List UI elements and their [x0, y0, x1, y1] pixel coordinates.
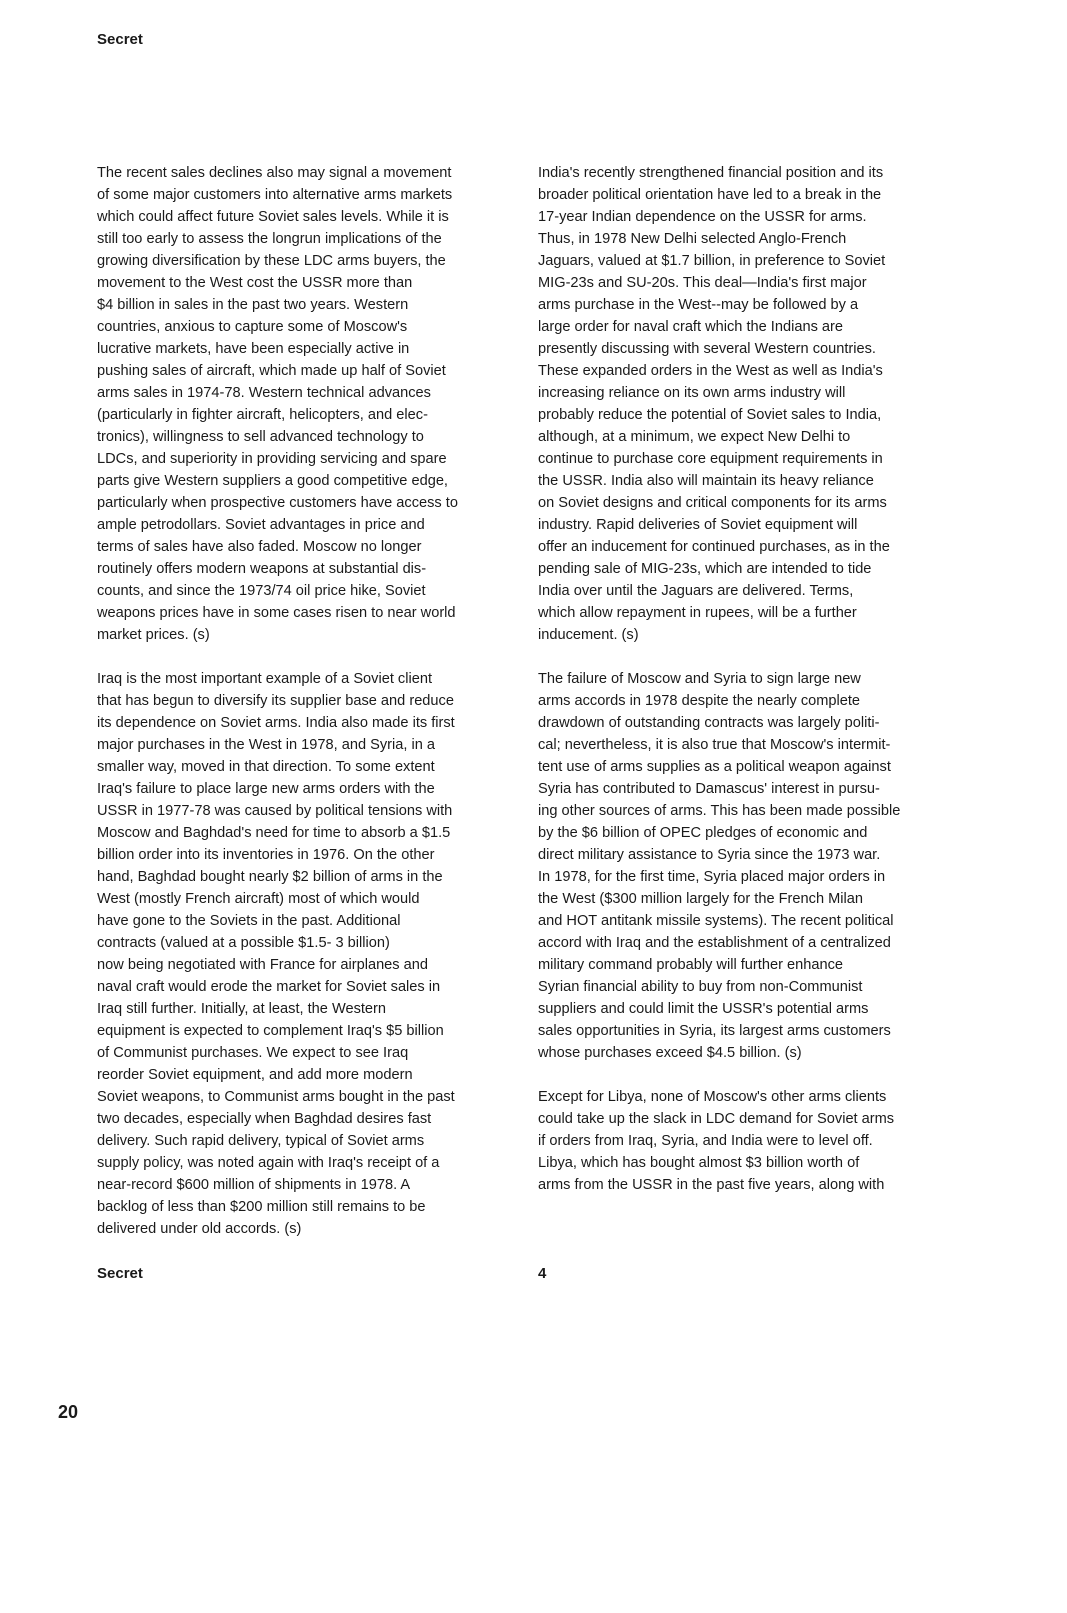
paragraph: India's recently strengthened financial position and its broader political orientation have led to a break in the 17-year Indian dependence on the USSR for arms. Thus, in 1978 New Delhi selected Anglo-French Jaguars, valued at $1.7 billion, in preference to Soviet MIG-23s and SU-20s. This deal—India's first major arms purchase in the West--may be followed by a large order for naval craft which the Indians are presently discussing with several Western countries. These expanded orders in the West as well as India's increasing reliance on its own arms industry will probably reduce the potential of Soviet sales to India, although, at a minimum, we expect New Delhi to continue to purchase core equipment requirements in the USSR. India also will maintain its heavy reliance on Soviet designs and critical components for its arms industry. Rapid deliveries of Soviet equipment will offer an inducement for continued purchases, as in the pending sale of MIG-23s, which are intended to tide India over until the Jaguars are delivered. Terms, which allow repayment in rupees, will be a further inducement. (s): [538, 165, 890, 643]
paragraph: The recent sales declines also may signal a movement of some major customers into alternative arms markets which could affect future Soviet sales levels. While it is still too early to assess the longrun implications of the growing diversification by these LDC arms buyers, the movement to the West cost the USSR more than $4 billion in sales in the past two years. Western countries, anxious to capture some of Moscow's lucrative markets, have been especially active in pushing sales of aircraft, which made up half of Soviet arms sales in 1974-78. Western technical advances (particularly in fighter aircraft, helicopters, and elec- tronics), willingness to sell advanced technology to LDCs, and superiority in providing servicing and spare parts give Western suppliers a good competitive edge, particularly when prospective customers have access to ample petrodollars. Soviet advantages in price and terms of sales have also faded. Moscow no longer routinely offers modern weapons at substantial dis- counts, and since the 1973/74 oil price hike, Soviet weapons prices have in some cases risen to near world market prices. (s): [97, 165, 458, 643]
folio-number: 20: [58, 1402, 79, 1422]
paragraph: Except for Libya, none of Moscow's other arms clients could take up the slack in LDC demand for Soviet arms if orders from Iraq, Syria, and India were to level off. Libya, which has bought almost $3 billion worth of arms from the USSR in the past five years, along with: [538, 1089, 895, 1193]
paragraph: Iraq is the most important example of a Soviet client that has begun to diversify its supplier base and reduce its dependence on Soviet arms. India also made its first major purchases in the West in 1978, and Syria, in a smaller way, moved in that direction. To some extent Iraq's failure to place large new arms orders with the USSR in 1977-78 was caused by political tensions with Moscow and Baghdad's need for time to absorb a $1.5 billion order into its inventories in 1976. On the other hand, Baghdad bought nearly $2 billion of arms in the West (mostly French aircraft) most of which would have gone to the Soviets in the past. Additional contracts (valued at a possible $1.5- 3 billion) now being negotiated with France for airplanes and naval craft would erode the market for Soviet sales in Iraq still further. Initially, at least, the Western equipment is expected to complement Iraq's $5 billion of Communist purchases. We expect to see Iraq reorder Soviet equipment, and add more modern Soviet weapons, to Communist arms bought in the past two decades, especially when Baghdad desires fast delivery. Such rapid delivery, typical of Soviet arms supply policy, was noted again with Iraq's receipt of a near-record $600 million of shipments in 1978. A backlog of less than $200 million still remains to be delivered under old accords. (s): [97, 671, 455, 1237]
right-column: [538, 162, 966, 1218]
left-column: [97, 162, 525, 1262]
classification-marking-top: Secret: [97, 31, 143, 48]
classification-marking-bottom: Secret: [97, 1265, 143, 1282]
paragraph: The failure of Moscow and Syria to sign large new arms accords in 1978 despite the nearly complete drawdown of outstanding contracts was largely politi- cal; nevertheless, it is also true that Moscow's intermit- tent use of arms supplies as a political weapon against Syria has contributed to Damascus' interest in pursu- ing other sources of arms. This has been made possible by the $6 billion of OPEC pledges of economic and direct military assistance to Syria since the 1973 war. In 1978, for the first time, Syria placed major orders in the West ($300 million largely for the French Milan and HOT antitank missile systems). The recent political accord with Iraq and the establishment of a centralized military command probably will further enhance Syrian financial ability to buy from non-Communist suppliers and could limit the USSR's potential arms sales opportunities in Syria, its largest arms customers whose purchases exceed $4.5 billion. (s): [538, 671, 901, 1061]
page-number: 4: [538, 1265, 547, 1282]
